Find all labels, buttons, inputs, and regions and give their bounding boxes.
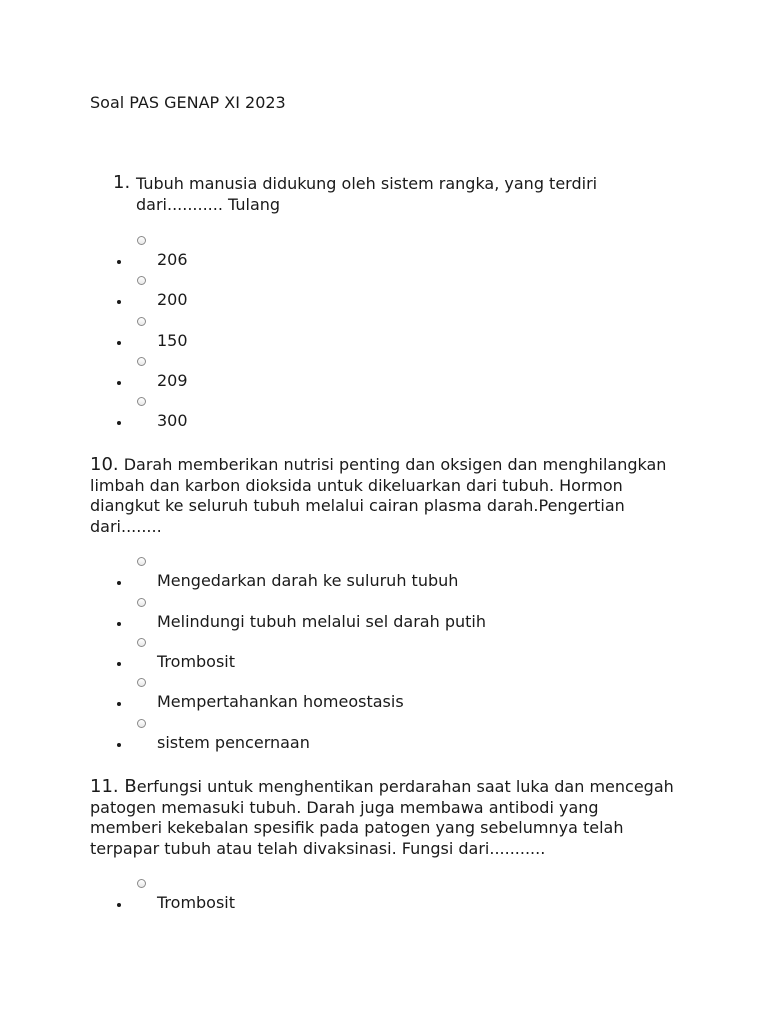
question-1-option-4[interactable] bbox=[0, 357, 768, 397]
bullet-icon bbox=[117, 581, 121, 585]
bullet-icon bbox=[117, 381, 121, 385]
option-label: Trombosit bbox=[157, 893, 236, 912]
bullet-icon bbox=[117, 903, 121, 907]
question-1-number: 1. bbox=[113, 172, 131, 193]
bullet-icon bbox=[117, 421, 121, 425]
radio-button-icon[interactable] bbox=[137, 879, 146, 888]
bullet-icon bbox=[117, 260, 121, 264]
radio-button-icon[interactable] bbox=[137, 317, 146, 326]
bullet-icon bbox=[117, 622, 121, 626]
radio-button-icon[interactable] bbox=[137, 638, 146, 647]
question-10-option-3[interactable] bbox=[0, 638, 768, 678]
question-1-option-2[interactable] bbox=[0, 276, 768, 316]
option-label: Mempertahankan homeostasis bbox=[157, 692, 404, 711]
option-label: 150 bbox=[157, 331, 188, 350]
question-1-option-3[interactable] bbox=[0, 317, 768, 357]
document-title: Soal PAS GENAP XI 2023 bbox=[90, 93, 286, 112]
question-10-option-5[interactable] bbox=[0, 719, 768, 759]
radio-button-icon[interactable] bbox=[137, 357, 146, 366]
radio-button-icon[interactable] bbox=[137, 598, 146, 607]
radio-button-icon[interactable] bbox=[137, 719, 146, 728]
option-label: 206 bbox=[157, 250, 188, 269]
question-1-text: Tubuh manusia didukung oleh sistem rangka, yang terdiri dari........... Tulang bbox=[136, 174, 598, 214]
question-10-text-block bbox=[90, 455, 675, 537]
option-label: Mengedarkan darah ke suluruh tubuh bbox=[157, 571, 459, 590]
radio-button-icon[interactable] bbox=[137, 236, 146, 245]
bullet-icon bbox=[117, 743, 121, 747]
option-label: 209 bbox=[157, 371, 188, 390]
option-label: Melindungi tubuh melalui sel darah putih bbox=[157, 612, 486, 631]
question-10-number: 10. bbox=[90, 454, 119, 475]
option-label: 300 bbox=[157, 411, 188, 430]
radio-button-icon[interactable] bbox=[137, 557, 146, 566]
option-label: 200 bbox=[157, 290, 188, 309]
bullet-icon bbox=[117, 662, 121, 666]
radio-button-icon[interactable] bbox=[137, 276, 146, 285]
question-10-option-1[interactable] bbox=[0, 557, 768, 597]
option-label: sistem pencernaan bbox=[157, 733, 310, 752]
question-1-option-1[interactable] bbox=[0, 236, 768, 276]
bullet-icon bbox=[117, 702, 121, 706]
question-11-text: erfungsi untuk menghentikan perdarahan saat luka dan mencegah patogen memasuki tubuh. Darah juga membawa antibodi yang memberi kekebalan spesifik pada patogen yang sebelumnya telah terpapar tubuh atau telah divaksinasi. Fungsi dari........... bbox=[90, 777, 674, 858]
radio-button-icon[interactable] bbox=[137, 678, 146, 687]
question-10-option-2[interactable] bbox=[0, 598, 768, 638]
radio-button-icon[interactable] bbox=[137, 397, 146, 406]
question-11-text-block bbox=[90, 777, 675, 859]
bullet-icon bbox=[117, 341, 121, 345]
question-10-text: Darah memberikan nutrisi penting dan oksigen dan menghilangkan limbah dan karbon dioksida untuk dikeluarkan dari tubuh. Hormon diangkut ke seluruh tubuh melalui cairan plasma darah.Pengertian dari........ bbox=[90, 455, 667, 536]
bullet-icon bbox=[117, 300, 121, 304]
option-label: Trombosit bbox=[157, 652, 236, 671]
question-1-option-5[interactable] bbox=[0, 397, 768, 437]
question-11-number: 11. B bbox=[90, 776, 137, 797]
question-10-option-4[interactable] bbox=[0, 678, 768, 718]
question-11-option-1[interactable] bbox=[0, 879, 768, 919]
